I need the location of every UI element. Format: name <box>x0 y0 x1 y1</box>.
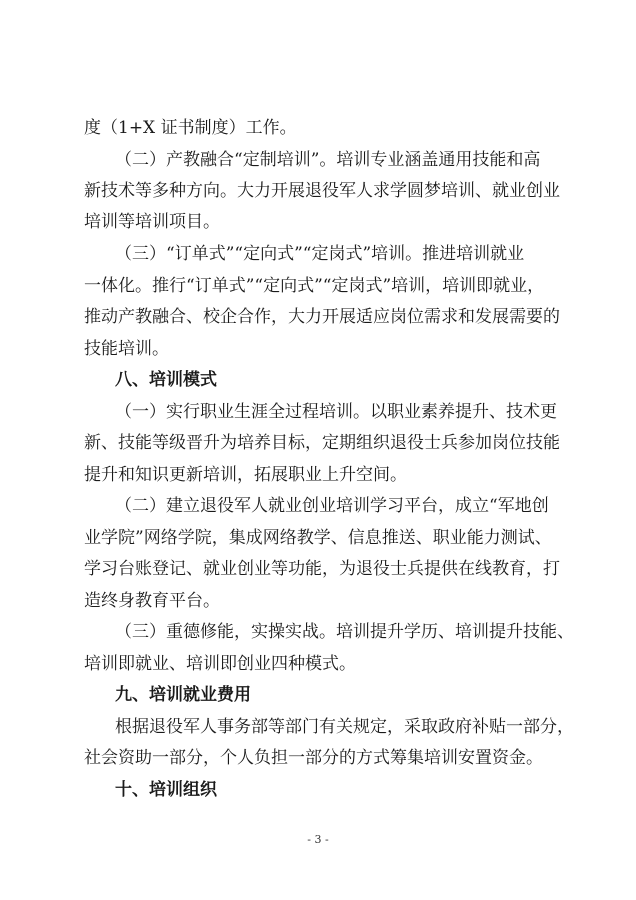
paragraph-line: 提升和知识更新培训，拓展职业上升空间。 <box>84 465 407 485</box>
paragraph-line: 新技术等多种方向。大力开展退役军人求学圆梦培训、就业创业 <box>84 181 560 201</box>
paragraph-line: （一）实行职业生涯全过程培训。以职业素养提升、技术更 <box>115 402 557 422</box>
page-number: - 3 - <box>307 833 329 846</box>
paragraph-line: 社会资助一部分，个人负担一部分的方式筹集培训安置资金。 <box>84 748 543 768</box>
paragraph-line: 业学院”网络学院，集成网络教学、信息推送、职业能力测试、 <box>84 528 552 548</box>
paragraph-line: 培训等培训项目。 <box>84 212 220 232</box>
paragraph-line: 度（1+X 证书制度）工作。 <box>84 118 297 138</box>
paragraph-line: 造终身教育平台。 <box>84 591 220 611</box>
paragraph-line: 根据退役军人事务部等部门有关规定，采取政府补贴一部分， <box>115 717 574 737</box>
paragraph-line: （三）重德修能，实操实战。培训提升学历、培训提升技能、 <box>115 622 574 642</box>
paragraph-line: 新、技能等级晋升为培养目标，定期组织退役士兵参加岗位技能 <box>84 433 560 453</box>
paragraph-line: （二）产教融合“定制培训”。培训专业涵盖通用技能和高 <box>115 150 541 170</box>
section-heading: 九、培训就业费用 <box>115 685 251 705</box>
paragraph-line: （三）“订单式”“定向式”“定岗式”培训。推进培训就业 <box>115 244 525 264</box>
paragraph-line: 培训即就业、培训即创业四种模式。 <box>84 654 356 674</box>
paragraph-line: 一体化。推行“订单式”“定向式”“定岗式”培训，培训即就业， <box>84 276 545 296</box>
section-heading: 十、培训组织 <box>115 780 217 800</box>
section-heading: 八、培训模式 <box>115 370 217 390</box>
paragraph-line: （二）建立退役军人就业创业培训学习平台，成立“军地创 <box>115 496 549 516</box>
paragraph-line: 技能培训。 <box>84 339 169 359</box>
paragraph-line: 推动产教融合、校企合作，大力开展适应岗位需求和发展需要的 <box>84 307 560 327</box>
paragraph-line: 学习台账登记、就业创业等功能，为退役士兵提供在线教育，打 <box>84 559 560 579</box>
